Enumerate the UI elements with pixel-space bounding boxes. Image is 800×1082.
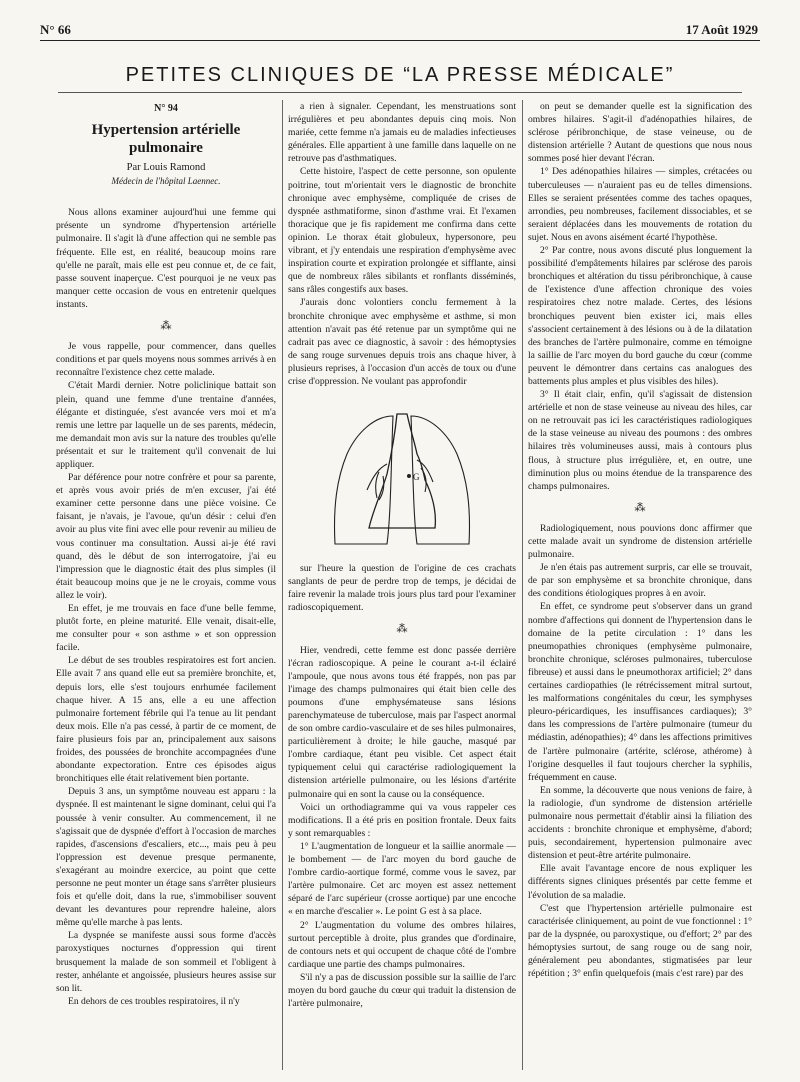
column-divider	[522, 100, 523, 1070]
paragraph: 1° L'augmentation de longueur et la saillie anormale — le bombement — de l'arc moyen du bord gauche de l'ombre cardio-aortique formé, comme vous le savez, par l'artère pulmonaire. Cet arc moyen est assez nettement séparé de l'arc supérieur (crosse aortique) par une encoche « en marche d'escalier ». Le point G est à sa place.	[288, 840, 516, 918]
running-header	[40, 22, 758, 40]
article-title: Hypertension artérielle pulmonaire	[91, 122, 241, 157]
paragraph: En effet, je me trouvais en face d'une belle femme, plutôt forte, en pleine maturité. Elle venait, disait-elle, me consulter pour « son asthme » et son oppression facile.	[56, 603, 276, 654]
point-g-label: G	[413, 472, 420, 483]
paragraph: En somme, la découverte que nous venions de faire, à la radiologie, d'un syndrome de distension artérielle pulmonaire nous permettait d'établir ainsi la filiation des accidents : bronchite chronique et emphysème, d'abord; puis, secondairement, hypertension pulmonaire avec distension et peut-être artérite pulmonaire.	[528, 784, 752, 862]
paragraph: Elle avait l'avantage encore de nous expliquer les différents signes cliniques présentés par cette femme et l'évolution de sa maladie.	[528, 863, 752, 901]
section-separator: ⁂	[160, 320, 172, 333]
orthodiagram-figure	[317, 394, 487, 554]
right-hilar-shadow	[367, 464, 387, 500]
paragraph: Depuis 3 ans, un symptôme nouveau est apparu : la dyspnée. Il est maintenant le signe dominant, celui qui l'a poussée à venir consulter. Au commencement, il ne s'agissait que de dyspnée d'effort à l'occasion de marches rapides, d'ascensions d'escaliers, etc..., mais peu à peu l'oppression est devenue presque permanente, s'exagérant au moindre exercice, au point que cette personne ne peut monter un étage sans s'arrêter plusieurs fois et qu'elle doit, dans la rue, s'immobiliser souvent devant les devantures pour reprendre haleine, alors même qu'elle marche à pas lents.	[56, 786, 276, 929]
paragraph: 1° Des adénopathies hilaires — simples, crétacées ou tuberculeuses — n'auraient pas eu de telles dimensions. Elles se seraient présentées comme des taches opaques, arrondies, peu nombreuses, facilement dissociables, et se seraient déplacées dans les mouvements de rotation du sujet. Nous en avons aisément écarté l'hypothèse.	[528, 166, 752, 243]
paragraph: Hier, vendredi, cette femme est donc passée derrière l'écran radioscopique. A peine le courant a-t-il éclairé l'ampoule, que nous avons tous été frappés, non pas par l'image des champs pulmonaires qui était bien celle des poumons d'une emphysémateuse sans lésions parenchymateuse de tuberculose, mais par l'aspect anormal de son ombre cardio-vasculaire et de ses hiles pulmonaires, particulièrement à droite; le hile gauche, masqué par l'ombre cardiaque, étant peu visible. Cet aspect était typiquement celui qui caractérise radiologiquement la distension artérielle pulmonaire, ou les lésions d'artérite pulmonaire qui en sont la cause ou la conséquence.	[288, 644, 516, 800]
paragraph: Le début de ses troubles respiratoires est fort ancien. Elle avait 7 ans quand elle eut sa première bronchite, et, depuis lors, elle s'est toujours enrhumée facilement chaque hiver. A 15 ans, elle a eu une affection pulmonaire fortement fébrile qui l'a tenue au lit pendant deux mois. Elle n'a pas cessé, à partir de ce moment, de faire plusieurs fois par an, principalement aux saisons froides, des poussées de bronchite accompagnées d'une abondante expectoration. Entre ces épisodes aigus bronchitiques elle était relativement bien portante.	[56, 655, 276, 785]
column-2	[288, 100, 516, 1075]
left-lung-outline	[411, 416, 470, 544]
paragraph: J'aurais donc volontiers conclu fermement à la bronchite chronique avec emphysème et asthme, si mon attention n'avait pas été retenue par un symptôme qui ne cadrait pas avec ce diagnostic, à savoir : des hémoptysies de sang rouge survenues depuis trois ans chaque hiver, à plusieurs reprises, à l'occasion d'un accès de toux ou d'une crise d'oppression. Ne voulant pas approfondir	[288, 297, 516, 387]
paragraph: 3° Il était clair, enfin, qu'il s'agissait de distension artérielle et non de stase veineuse au niveau des hiles, car on ne retrouvait pas ici les caractéristiques radiologiques de la stase veineuse au niveau des poumons : des ombres hilaires très volumineuses aussi, mais à contours plus flous, à structure plus irrégulière, et, en outre, une diminution plus ou moins étendue de la transparence des champs pulmonaires.	[528, 389, 752, 492]
series-title: PETITES CLINIQUES DE “LA PRESSE MÉDICALE”	[125, 64, 675, 86]
paragraph: En dehors de ces troubles respiratoires, il n'y	[68, 995, 240, 1007]
paragraph: Nous allons examiner aujourd'hui une femme qui présente un syndrome d'hypertension artérielle pulmonaire. Il s'agit là d'une affection qui ne semble pas fréquente. Elle est, en réalité, beaucoup moins rare qu'elle ne paraît, mais elle est peu connue et, de ce fait, passe souvent inaperçue. C'est pourquoi je ne veux pas manquer cette occasion de vous en entretenir quelques instants.	[56, 207, 276, 310]
paragraph: S'il n'y a pas de discussion possible sur la saillie de l'arc moyen du bord gauche du cœur qui traduit la distension de l'artère pulmonaire,	[288, 971, 516, 1010]
paragraph: C'est que l'hypertension artérielle pulmonaire est caractérisée cliniquement, au point de vue fonctionnel : 1° par de la dyspnée, ou paroxystique, ou d'effort; 2° par des hémoptysies surtout, de sang rouge ou de sang noir, généralement peu abondantes, stigmatisées par leur répétition ; 3° enfin quelquefois (mais c'est rare) par des	[528, 902, 752, 980]
section-separator: ⁂	[396, 623, 408, 636]
byline: Par Louis Ramond	[126, 162, 206, 174]
paragraph: C'était Mardi dernier. Notre policlinique battait son plein, quand une femme d'une trentaine d'années, élégante et distinguée, s'est avancée vers moi et m'a remis une lettre par laquelle un de ses parents, médecin, me demandait mon avis sur la nature des troubles qu'elle présentait et sur le traitement qu'il convenait de lui appliquer.	[56, 380, 276, 470]
author-affiliation: Médecin de l'hôpital Laennec.	[111, 176, 221, 187]
column-divider	[282, 100, 283, 1070]
article-number: N° 94	[154, 103, 178, 114]
column-3	[528, 100, 752, 1075]
point-g-marker	[407, 474, 411, 478]
paragraph: sur l'heure la question de l'origine de ces crachats sanglants de peur de perdre trop de temps, je décidai de faire revenir la malade trois jours plus tard pour l'examiner radioscopiquement.	[288, 563, 516, 614]
paragraph: En effet, ce syndrome peut s'observer dans un grand nombre d'affections qui donnent de l'hypertension dans le domaine de la petite circulation : 1° dans les pneumopathies chroniques (emphysème pulmonaire, bronchite chronique, scléroses pulmonaires, tuberculose fibreuse) et aussi dans le pneumothorax artificiel; 2° dans certaines cardiopathies (le rétrécissement mitral surtout, les malformations congénitales du cœur, les symphyses pleuro-péricardiques, les insuffisances cardiaques); 3° dans les compressions de l'artère pulmonaire (tumeur du médiastin, adénopathies); 4° dans les affections primitives de l'artère pulmonaire (artérite, sclérose, athérome) à l'origine desquelles il faut toujours chercher la syphilis, fréquemment en cause.	[528, 601, 752, 783]
paragraph: 2° L'augmentation du volume des ombres hilaires, surtout perceptible à droite, plus grandes que d'ordinaire, de contours nets et qui occupent de chaque côté de l'ombre cardiaque une partie des champs pulmonaires.	[288, 919, 516, 970]
paragraph: La dyspnée se manifeste aussi sous forme d'accès paroxystiques nocturnes d'oppression qui tirent brusquement la malade de son sommeil et l'obligent à rester, anhélante et angoissée, plusieurs heures assise sur son lit.	[56, 930, 276, 994]
page-number: N° 66	[40, 22, 71, 37]
title-rule	[58, 92, 742, 93]
paragraph: Par déférence pour notre confrère et pour sa parente, et après vous avoir priés de m'en excuser, j'ai été examiner cette personne dans une pièce voisine. Ce faisant, je n'avais, je l'avoue, qu'un désir : celui d'en avoir au plus vite fini avec elle pour revenir au milieu de vous continuer ma consultation. Aussi ai-je été ravi quand, dès le début de son interrogatoire, j'ai eu l'impression que le diagnostic était des plus simples (il était beaucoup moins que je ne le croyais, comme vous allez le voir).	[56, 472, 276, 601]
column-1	[56, 100, 276, 1075]
paragraph: Radiologiquement, nous pouvions donc affirmer que cette malade avait un syndrome de distension artérielle pulmonaire.	[528, 522, 752, 561]
paragraph: on peut se demander quelle est la signification des ombres hilaires. S'agit-il d'adénopathies hilaires, de sclérose péribronchique, de stase veineuse, ou de distension artérielle ? Autant de questions que nous nous sommes posé hier devant l'écran.	[528, 101, 752, 165]
paragraph: 2° Par contre, nous avons discuté plus longuement la possibilité d'empâtements hilaires par sclérose des parois bronchiques et altération du tissu péribronchique, à cause de l'existence d'une affection chronique des voies respiratoires chez notre malade. Certes, des lésions bronchiques peuvent bien exister ici, mais elles s'associent certainement à des lésions ou à de la dilatation des branches de l'artère pulmonaire, comme en témoigne la saillie de l'arc moyen du bord gauche du cœur (comme peuvent le démontrer dans certains cas analogues des battements plus amples et plus visibles des hiles).	[528, 245, 752, 387]
paragraph: Je n'en étais pas autrement surpris, car elle se trouvait, de par son emphysème et sa bronchite chronique, dans des conditions étiologiques propres à en avoir.	[528, 562, 752, 600]
issue-date: 17 Août 1929	[685, 22, 758, 37]
paragraph: Voici un orthodiagramme qui va vous rappeler ces modifications. Il a été pris en position frontale. Deux faits y sont remarquables :	[288, 801, 516, 839]
right-lung-outline	[335, 416, 394, 544]
header-rule	[40, 40, 760, 41]
paragraph: a rien à signaler. Cependant, les menstruations sont irrégulières et peu abondantes depuis cinq mois. Non mariée, cette femme n'a jamais eu de maladies infectieuses générales. Elle appartient à une famille dans laquelle on ne retrouve pas d'asthmatiques.	[288, 101, 516, 165]
section-separator: ⁂	[634, 501, 646, 514]
paragraph: Je vous rappelle, pour commencer, dans quelles conditions et par quels moyens nous sommes arrivés à en reconnaître l'existence chez cette malade.	[56, 341, 276, 379]
paragraph: Cette histoire, l'aspect de cette personne, son opulente poitrine, tout m'orientait vers le diagnostic de bronchite chronique avec emphysème, compliquée de crises de dyspnée asthmatiforme, sinon d'asthme vrai. Et l'examen thoracique que je fis rapidement me confirma dans cette opinion. Le thorax était globuleux, hypersonore, peu vibrant, et j'y entendais une respiration d'emphysème avec inspiration courte et expiration prolongée et sifflante, ainsi que de nombreux râles sibilants et ronflants disséminés, sans râles congestifs aux bases.	[288, 166, 516, 296]
